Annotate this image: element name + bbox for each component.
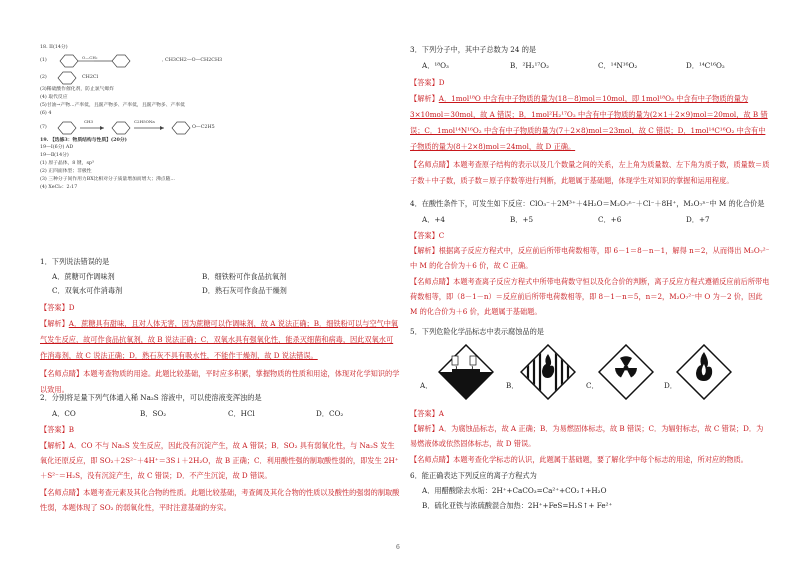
- q4-options: [410, 213, 770, 227]
- q4-comment-text: 本题考查离子反应方程式中所带电荷数守恒以及化合价的判断，离子反应方程式遵循反应前后所带电荷数相等，即（8－1－n）＝反应前后所带电荷数相等，即 8－1－n＝5，n＝2，M₂O₇²⁻中 O 为－2 价，因此 M 的化合价为＋6 价，此题属于基础题。: [410, 277, 770, 316]
- q2-options: [40, 407, 400, 421]
- q6-option-a: A．用醋酸除去水垢：2H⁺+CaCO₃=Ca²⁺+CO₂↑+H₂O: [422, 486, 607, 495]
- q4-analysis-text: 根据离子反应方程式中，反应前后所带电荷数相等，即 6－1＝8－n－1，解得 n＝2，从而得出 M₂O₇²⁻中 M 的化合价为＋6 价，故 C 正确。: [410, 246, 770, 270]
- q3-option-d: D．¹⁴C¹⁶O₂: [686, 61, 725, 70]
- q4-option-d: D．+7: [686, 215, 710, 224]
- q18-7-label: (7): [40, 125, 47, 130]
- q1-stem: 1．下列说法错误的是: [40, 257, 110, 266]
- q1-option-d: D．熟石灰可作食品干燥剂: [202, 286, 287, 295]
- q2-option-d: D．CO₂: [316, 409, 344, 418]
- q3-comment-label: 【名师点睛】: [410, 160, 454, 169]
- q6-option-b: B．硫化亚铁与浓硫酸混合加热：2H⁺+FeS=H₂S↑+ Fe²⁺: [422, 501, 613, 510]
- q5-comment: [410, 452, 770, 467]
- q4-option-b: B．+5: [510, 215, 534, 224]
- q3-stem: 3．下列分子中，其中子总数为 24 的是: [410, 45, 537, 54]
- q1-answer: D: [68, 303, 75, 312]
- q5-analysis: [410, 421, 770, 451]
- q18-2-label: (2): [40, 75, 47, 80]
- q18-2-side: CH2Cl: [82, 75, 99, 80]
- q19-line-5: (3) 三种分子间作用力BX比相对分子质量增加而增大；沸点随...: [40, 177, 175, 182]
- q3-option-c: C．¹⁴N¹⁶O₂: [598, 61, 638, 70]
- q18-line-6: (6) 4: [40, 111, 52, 116]
- q4-answer-line: [410, 230, 770, 242]
- q18-heading: 18. II(14分): [40, 45, 68, 50]
- q4-answer-label: 【答案】: [410, 231, 439, 240]
- q1-option-a: A．蔗糖可作调味剂: [52, 272, 115, 281]
- q18-1-structure: [52, 52, 162, 70]
- q18-7-reagent-mid: C2H5ONa: [134, 119, 155, 124]
- q4-stem: 4．在酸性条件下，可发生如下反应：ClO₃⁻＋2M³⁺＋4H₂O＝M₂O₇ⁿ⁻＋Cl⁻＋8H⁺，M₂O₇ⁿ⁻中 M 的化合价是: [410, 199, 765, 208]
- q3-answer-line: [410, 77, 770, 89]
- q1-option-b: B．细铁粉可作食品抗氧剂: [202, 272, 287, 281]
- q1-comment-label: 【名师点睛】: [40, 369, 84, 378]
- q19-line-6: (4) XeCl₂：2:17: [40, 185, 78, 190]
- q18-1-label: (1): [40, 58, 47, 63]
- q3-answer: D: [438, 78, 445, 87]
- q4-analysis-label: 【解析】: [410, 246, 439, 255]
- q2-analysis-text: A．CO 不与 Na₂S 发生反应，因此没有沉淀产生，故 A 错误；B．SO₂ 具有弱氧化性，与 Na₂S 发生氧化还原反应，即 SO₂＋2S²⁻＋4H⁺＝3S↓＋2H₂O，故 B 正确；C．利用酸性强的制取酸性弱的，即发生 2H⁺＋S²⁻＝H₂S，没有沉淀产生，故 C 错误；D．不产生沉淀，故 D 错误。: [40, 441, 399, 480]
- q3-analysis-label: 【解析】: [410, 94, 439, 103]
- q1-option-c: C．双氧水可作消毒剂: [52, 286, 123, 295]
- question-3: [410, 44, 770, 189]
- question-5: [410, 326, 770, 467]
- q1-options-row-2: [40, 284, 400, 298]
- q2-option-c: C．HCl: [228, 409, 255, 418]
- q1-answer-line: [40, 302, 400, 314]
- q2-analysis: [40, 438, 400, 483]
- q2-answer-label: 【答案】: [40, 425, 69, 434]
- q18-2-structure: [52, 70, 82, 86]
- q3-option-b: B．²H₂¹⁷O₂: [510, 61, 550, 70]
- q4-comment-label: 【名师点睛】: [410, 277, 454, 286]
- q19-line-2: 19—Ⅱ(14分): [40, 153, 69, 158]
- question-2: [40, 392, 400, 515]
- corrosive-sign-icon: [438, 344, 494, 400]
- page-number: 6: [396, 544, 400, 551]
- q2-comment: [40, 485, 400, 515]
- q19-heading: 19. 【选修3：物质结构与性质】(20分): [40, 137, 127, 143]
- q19-line-4: (2) 正四面体型；非极性: [40, 169, 92, 174]
- q3-comment-text: 本题考查原子结构的表示以及几个数量之间的关系，左上角为质量数、左下角为质子数，质量数＝质子数＋中子数，质子数＝原子序数等进行判断，此题属于基础题，体现学生对知识的掌握和运用程度。: [410, 160, 770, 185]
- q2-stem: 2．分别将足量下列气体通入稀 Na₂S 溶液中，可以使溶液变浑浊的是: [40, 393, 262, 402]
- q5-analysis-label: 【解析】: [410, 424, 439, 433]
- svg-text:O—CH₂: O—CH₂: [82, 55, 98, 60]
- q5-analysis-text: A．为腐蚀品标志，故 A 正确；B．为易燃固体标志，故 B 错误；C．为辐射标志，故 C 错误；D．为易燃液体或依然固体标志，故 D 错误。: [410, 424, 764, 448]
- flammable-liquid-sign-icon: [676, 344, 732, 400]
- radiation-sign-icon: [598, 344, 654, 400]
- flammable-solid-sign-icon: [520, 344, 576, 400]
- q5-comment-text: 本题考查化学标志的认识，此题属于基础题，要了解化学中每个标志的用途，所对应的物质。: [453, 455, 748, 464]
- q18-1-side: , CH3CH2—O—CH2CH3: [162, 58, 223, 63]
- question-4: [410, 198, 770, 319]
- q5-label-c: C．: [586, 381, 599, 390]
- q18-2-row: [40, 70, 400, 86]
- q1-comment-text: 本题考查物质的用途。此题比较基础，平时应多积累，掌握物质的性质和用途，体现对化学知识的学以致用。: [40, 369, 400, 394]
- q3-options: [410, 59, 770, 73]
- question-1: [40, 256, 400, 398]
- q3-answer-label: 【答案】: [410, 78, 439, 87]
- q3-analysis: [410, 91, 770, 155]
- q18-7-scheme: [52, 118, 202, 136]
- q18-line-4: (4) 取代反应: [40, 95, 68, 100]
- q5-comment-label: 【名师点睛】: [410, 455, 454, 464]
- q2-answer-line: [40, 424, 400, 436]
- q3-option-a: A．¹⁸O₃: [422, 61, 449, 70]
- q5-label-b: B．: [506, 381, 519, 390]
- q3-analysis-text: A．1mol¹⁸O 中含有中子物质的量为(18－8)mol＝10mol，即 1mol¹⁸O₃ 中含有中子物质的量为 3×10mol＝30mol，故 A 错误；B．1mol²H₂¹⁷O₂ 中含有中子物质的量为(2×1＋2×9)mol＝20mol，故 B 错误；C．1mol¹⁴N¹⁶O₂ 中含有中子物质的量为(7＋2×8)mol＝23mol，故 C 错误；D．1mol¹⁴C¹⁶O₂ 中含有中子物质的量为(8＋2×8)mol＝24mol，故 D 正确。: [410, 94, 768, 151]
- q2-comment-text: 本题考查元素及其化合物的性质。此题比较基础，考查阈及其化合物的性质以及酸性的强弱的制取酸性弱，本题体现了 SO₂ 的弱氧化性，平时注意基础的夯实。: [40, 488, 400, 512]
- question-6: [410, 470, 770, 512]
- q1-answer-label: 【答案】: [40, 303, 69, 312]
- q2-option-b: B．SO₂: [140, 409, 167, 418]
- q4-answer: C: [438, 231, 445, 240]
- q2-option-a: A．CO: [52, 409, 76, 418]
- q4-analysis: [410, 243, 770, 273]
- q1-analysis: [40, 316, 400, 364]
- q5-signs: [410, 340, 770, 404]
- q2-analysis-label: 【解析】: [40, 441, 69, 450]
- q1-analysis-label: 【解析】: [40, 319, 69, 328]
- q1-options-row-1: [40, 270, 400, 284]
- prev-answers: [40, 44, 400, 192]
- q5-label-a: A．: [420, 381, 433, 390]
- q18-line-3: (3)稀硫酸作催化剂，防止氯气爆炸: [40, 87, 114, 92]
- q4-comment: [410, 274, 770, 319]
- q2-comment-label: 【名师点睛】: [40, 488, 84, 497]
- q2-answer: B: [68, 425, 75, 434]
- q18-1-row: [40, 52, 400, 70]
- q18-7-reagent-top: CH3: [84, 119, 94, 124]
- q4-option-a: A．+4: [422, 215, 445, 224]
- q3-comment: [410, 157, 770, 189]
- q19-line-1: 19—Ⅰ(6分) AD: [40, 145, 74, 150]
- q18-7-product: O—C2H5: [192, 125, 215, 130]
- q19-line-3: (1) 原子晶体，8 键，sp³: [40, 161, 94, 166]
- q5-label-d: D．: [664, 381, 677, 390]
- q6-stem: 6．能正确表达下列反应的离子方程式为: [410, 471, 537, 480]
- q5-stem: 5．下列危险化学品标志中表示腐蚀品的是: [410, 327, 544, 336]
- q5-answer-line: [410, 408, 770, 420]
- q5-answer-label: 【答案】: [410, 409, 439, 418]
- q18-7-row: [40, 118, 400, 136]
- q18-line-5: (5)甘油→产物...产率低，且副产物多、产率低，且副产物多、产率低: [40, 103, 185, 108]
- q4-option-c: C．+6: [598, 215, 622, 224]
- q1-analysis-text: A．蔗糖具有甜味，且对人体无害，因为蔗糖可以作调味剂，故 A 说法正确；B．细铁粉可以与空气中氧气发生反应，故可作食品抗氧剂，故 B 说法正确；C．双氧水具有强氧化性，能杀灭细菌和病毒，因此双氧水可作消毒剂，故 C 说法正确；D．熟石灰不具有吸水性，不能作干燥剂，故 D 说法错误。: [40, 319, 399, 360]
- q5-answer: A: [438, 409, 444, 418]
